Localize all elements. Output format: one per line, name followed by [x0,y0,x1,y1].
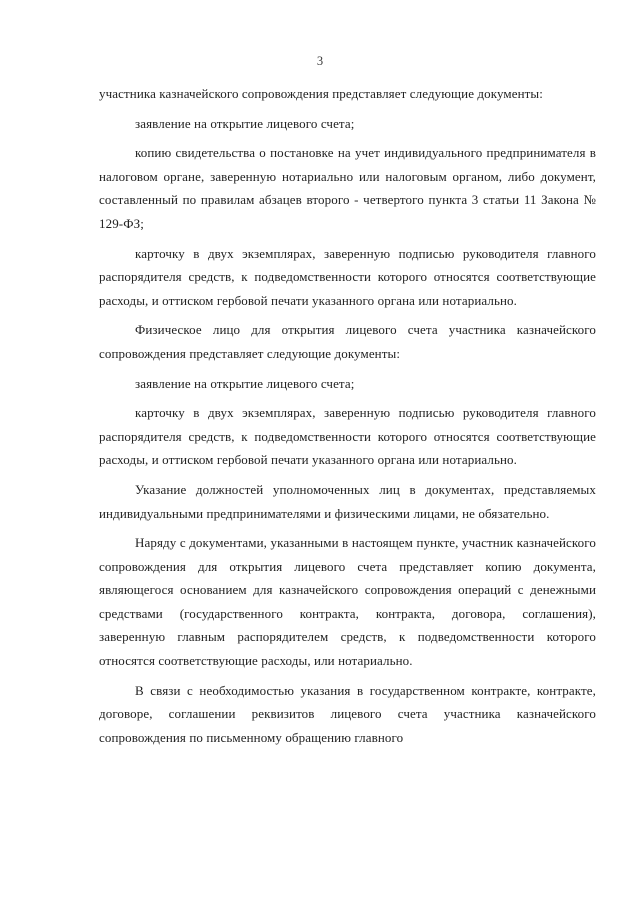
paragraph-signature-card-2: карточку в двух экземплярах, заверенную подписью руководителя главного распорядителя средств, к подведомственности которого относятся соответствующие расходы, и оттиском гербовой печати указанного органа или нотариально. [99,405,596,468]
paragraph-application-2: заявление на открытие лицевого счета; [135,375,355,391]
paragraph-application-1: заявление на открытие лицевого счета; [135,115,355,131]
page-number: 3 [316,54,324,68]
paragraph-individual-documents: Физическое лицо для открытия лицевого счета участника казначейского сопровождения представляет следующие документы: [99,322,596,361]
paragraph-contract-copy: Наряду с документами, указанными в настоящем пункте, участник казначейского сопровождения для открытия лицевого счета представляет копию документа, являющегося основанием для казначейского сопровождения операций с денежными средствами (государственного контракта, контракта, договора, соглашения), заверенную главным распорядителем средств, к подведомственности которого относятся соответствующие расходы, или нотариально. [99,535,596,669]
paragraph-documents-list-intro: участника казначейского сопровождения представляет следующие документы: [99,86,543,101]
paragraph-signature-card-1: карточку в двух экземплярах, заверенную подписью руководителя главного распорядителя средств, к подведомственности которого относятся соответствующие расходы, и оттиском гербовой печати указанного органа или нотариально. [99,245,596,308]
paragraph-account-details: В связи с необходимостью указания в государственном контракте, контракте, договоре, соглашении реквизитов лицевого счета участника казначейского сопровождения по письменному обращению главного [99,682,596,745]
document-body [99,82,596,755]
paragraph-registration-certificate: копию свидетельства о постановке на учет индивидуального предпринимателя в налоговом органе, заверенную нотариально или налоговым органом, либо документ, составленный по правилам абзацев второго - четвертого пункта 3 статьи 11 Закона № 129-ФЗ; [99,145,596,231]
paragraph-positions-optional: Указание должностей уполномоченных лиц в документах, представляемых индивидуальными предпринимателями и физическими лицами, не обязательно. [99,481,596,521]
